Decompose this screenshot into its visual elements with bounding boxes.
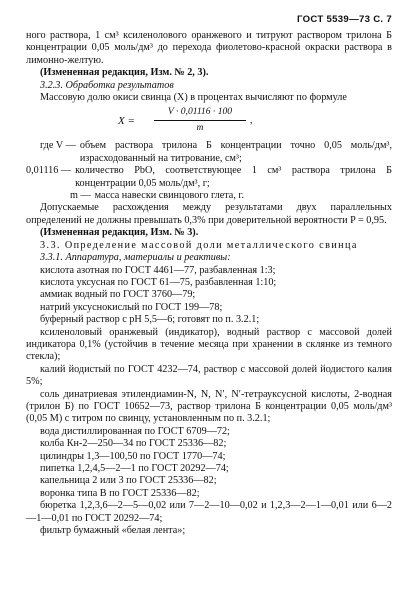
section-heading-3-3: 3.3. Определение массовой доли металлического свинца xyxy=(40,239,358,251)
paragraph-formula-intro: Массовую долю окиси свинца (X) в процентах вычисляют по формуле xyxy=(40,92,347,104)
running-head: ГОСТ 5539—73 С. 7 xyxy=(297,14,392,25)
list-item: калий йодистый по ГОСТ 4232—74, раствор с массовой долей йодистого калия 5%; xyxy=(26,363,392,388)
list-item: воронка типа В по ГОСТ 25336—82; xyxy=(40,487,200,499)
list-item: аммиак водный по ГОСТ 3760—79; xyxy=(40,289,196,301)
definition-coef xyxy=(26,165,392,190)
list-item: кислота уксусная по ГОСТ 61—75, разбавленная 1:10; xyxy=(40,276,277,288)
formula-tail: , xyxy=(250,115,253,127)
list-item: колба Кн-2—250—34 по ГОСТ 25336—82; xyxy=(40,438,227,450)
definition-term: m — xyxy=(70,190,91,202)
formula xyxy=(26,106,392,136)
definition-term: где V — xyxy=(40,140,76,152)
page-header xyxy=(26,14,392,30)
formula-lhs: X = xyxy=(118,115,135,128)
list-item: соль динатриевая этилендиамин-N, N, N′, N′-тетрауксусной кислоты, 2-водная (трилон Б) по ГОСТ 10652—73, раствор трилона Б концентрации 0,05 моль/дм³ (0,05 М) с титром по свинцу, установленным по п. 3.2.1; xyxy=(26,388,392,425)
reagent-list xyxy=(26,265,392,538)
list-item: капельница 2 или 3 по ГОСТ 25336—82; xyxy=(40,475,217,487)
revision-note: (Измененная редакция, Изм. № 2, 3). xyxy=(40,67,209,79)
section-heading-3-2-3: 3.2.3. Обработка результатов xyxy=(40,79,174,91)
section-heading-3-3-1: 3.3.1. Аппаратура, материалы и реактивы: xyxy=(40,252,231,264)
list-item: цилиндры 1,3—100,50 по ГОСТ 1770—74; xyxy=(40,450,226,462)
list-item: ксиленоловый оранжевый (индикатор), водный раствор с массовой долей индикатора 0,1% (устойчив в течение месяца при хранении в склянке из темного стекла); xyxy=(26,326,392,363)
paragraph-tolerance: Допускаемые расхождения между результатами двух параллельных определений не должны превышать 0,3% при доверительной вероятности P = 0,95. xyxy=(26,202,392,226)
formula-numerator: V · 0,01116 · 100 xyxy=(154,106,246,120)
definition-v xyxy=(40,140,392,165)
list-item: кислота азотная по ГОСТ 4461—77, разбавленная 1:3; xyxy=(40,264,276,276)
list-item: буферный раствор с pH 5,5—6; готовят по п. 3.2.1; xyxy=(40,314,260,326)
formula-denominator: m xyxy=(196,121,204,133)
formula-fraction xyxy=(154,106,246,134)
definition-desc: количество PbO, соответствующее 1 см³ раствора трилона Б концентрации 0,05 моль/дм³, г; xyxy=(75,165,392,189)
definition-desc: объем раствора трилона Б концентрации точно 0,05 моль/дм³, израсходованный на титрование, см³; xyxy=(79,140,392,164)
definition-m xyxy=(70,190,392,202)
list-item: бюретка 1,2,3,6—2—5—0,02 или 7—2—10—0,02 и 1,2,3—2—1—0,01 или 6—2—1—0,01 по ГОСТ 20292—74; xyxy=(26,500,392,524)
list-item: вода дистиллированная по ГОСТ 6709—72; xyxy=(40,425,230,437)
paragraph-continuation: ного раствора, 1 см³ ксиленолового оранжевого и титруют раствором трилона Б концентрации 0,05 моль/дм³ до перехода фиолетово-красной окраски раствора в лимонно-желтую. xyxy=(26,30,392,66)
definition-desc: масса навески свинцового глета, г. xyxy=(94,190,244,202)
list-item: пипетка 1,2,4,5—2—1 по ГОСТ 20292—74; xyxy=(40,463,229,474)
list-item: натрий уксуснокислый по ГОСТ 199—78; xyxy=(40,301,223,313)
revision-note: (Измененная редакция, Изм. № 3). xyxy=(40,227,199,239)
list-item: фильтр бумажный «белая лента»; xyxy=(40,525,186,537)
definition-term: 0,01116 — xyxy=(26,165,72,177)
